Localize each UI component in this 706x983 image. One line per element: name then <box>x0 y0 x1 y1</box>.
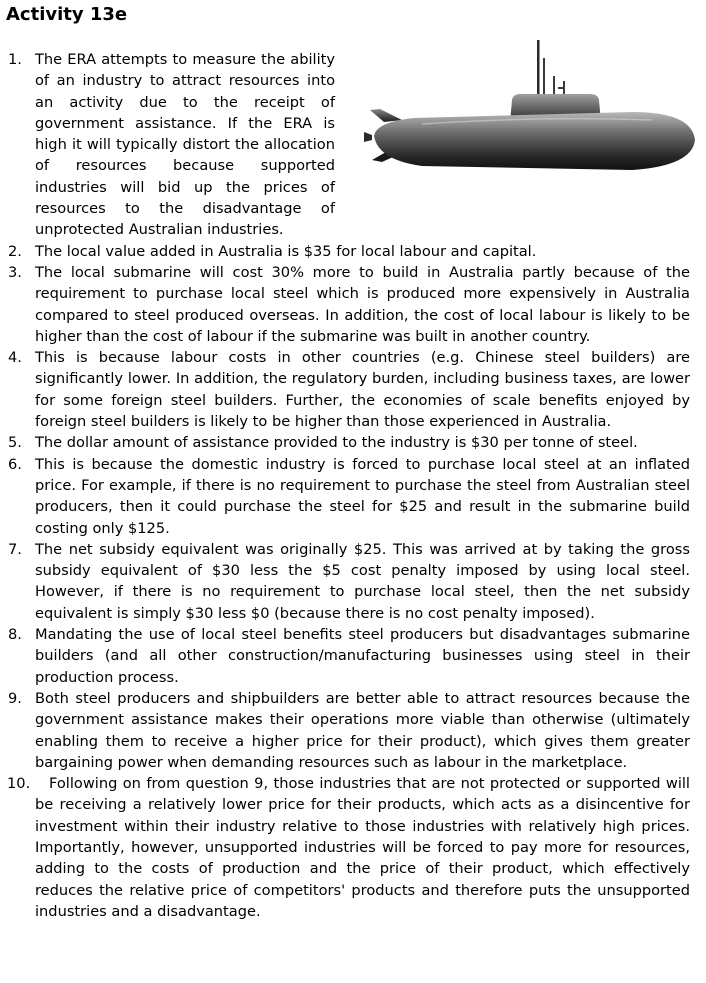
list-item-number: 3. <box>8 263 22 281</box>
list-item-text: The ERA attempts to measure the ability of an industry to attract resources into an activity due to the receipt of government assistance. If the ERA is high it will typically distort the allocation of resources because supported industries will bid up the prices of resources to the disadvantage of unprotected Australian industries. <box>35 51 335 239</box>
list-item-number: 4. <box>8 349 22 367</box>
list-item-text: Both steel producers and shipbuilders are better able to attract resources because the government assistance makes their operations more viable than otherwise (ultimately enabling them to receive a higher price for their product), which gives them greater bargaining power when demanding resources such as labour in the marketplace. <box>35 689 690 771</box>
list-item-text: The local value added in Australia is $35 for local labour and capital. <box>35 242 537 260</box>
list-item <box>8 432 690 453</box>
list-item-text: This is because labour costs in other countries (e.g. Chinese steel builders) are significantly lower. In addition, the regulatory burden, including business taxes, are lower for some foreign steel builders. Further, the economies of scale benefits enjoyed by foreign steel builders is likely to be higher than those experienced in Australia. <box>35 349 690 431</box>
list-item-number: 6. <box>8 455 22 473</box>
activity-answer-list <box>8 49 690 922</box>
list-item-text: Following on from question 9, those industries that are not protected or supported will be receiving a relatively lower price for their products, which acts as a disincentive for investment within their industry relative to those industries with relatively high prices. Importantly, however, unsupported industries will be forced to pay more for resources, adding to the costs of production and the price of their product, which effectively reduces the relative price of competitors' products and therefore puts the unsupported industries and a disadvantage. <box>35 775 690 920</box>
list-item-number: 10. <box>7 775 31 793</box>
list-item-number: 7. <box>8 540 22 558</box>
list-item-number: 2. <box>8 242 22 260</box>
list-item <box>8 773 690 922</box>
list-item-number: 9. <box>8 689 22 707</box>
list-item-text: The dollar amount of assistance provided to the industry is $30 per tonne of steel. <box>35 434 638 452</box>
list-item <box>8 262 690 347</box>
activity-title: Activity 13e <box>6 4 128 25</box>
list-item <box>8 241 690 262</box>
list-item-text: This is because the domestic industry is forced to purchase local steel at an inflated price. For example, if there is no requirement to purchase the steel from Australian steel producers, then it could purchase the steel for $25 and result in the submarine build costing only $125. <box>35 455 690 537</box>
list-item <box>8 624 690 688</box>
list-item <box>8 454 690 539</box>
list-item-number: 8. <box>8 626 22 644</box>
list-item-text: The net subsidy equivalent was originally $25. This was arrived at by taking the gross subsidy equivalent of $30 less the $5 cost penalty imposed by using local steel. However, if there is no requirement to purchase local steel, then the net subsidy equivalent is simply $30 less $0 (because there is no cost penalty imposed). <box>35 540 690 622</box>
list-item <box>8 539 690 624</box>
list-item-number: 1. <box>8 51 22 68</box>
list-item <box>8 347 690 432</box>
list-item <box>8 688 690 773</box>
list-item <box>8 49 335 241</box>
list-item-text: The local submarine will cost 30% more to build in Australia partly because of the requirement to purchase local steel which is produced more expensively in Australia compared to steel produced overseas. In addition, the cost of local labour is likely to be higher than the cost of labour if the submarine was built in another country. <box>35 263 690 345</box>
list-item-number: 5. <box>8 434 22 452</box>
list-item-text: Mandating the use of local steel benefits steel producers but disadvantages submarine builders (and all other construction/manufacturing businesses using steel in their production process. <box>35 626 690 686</box>
